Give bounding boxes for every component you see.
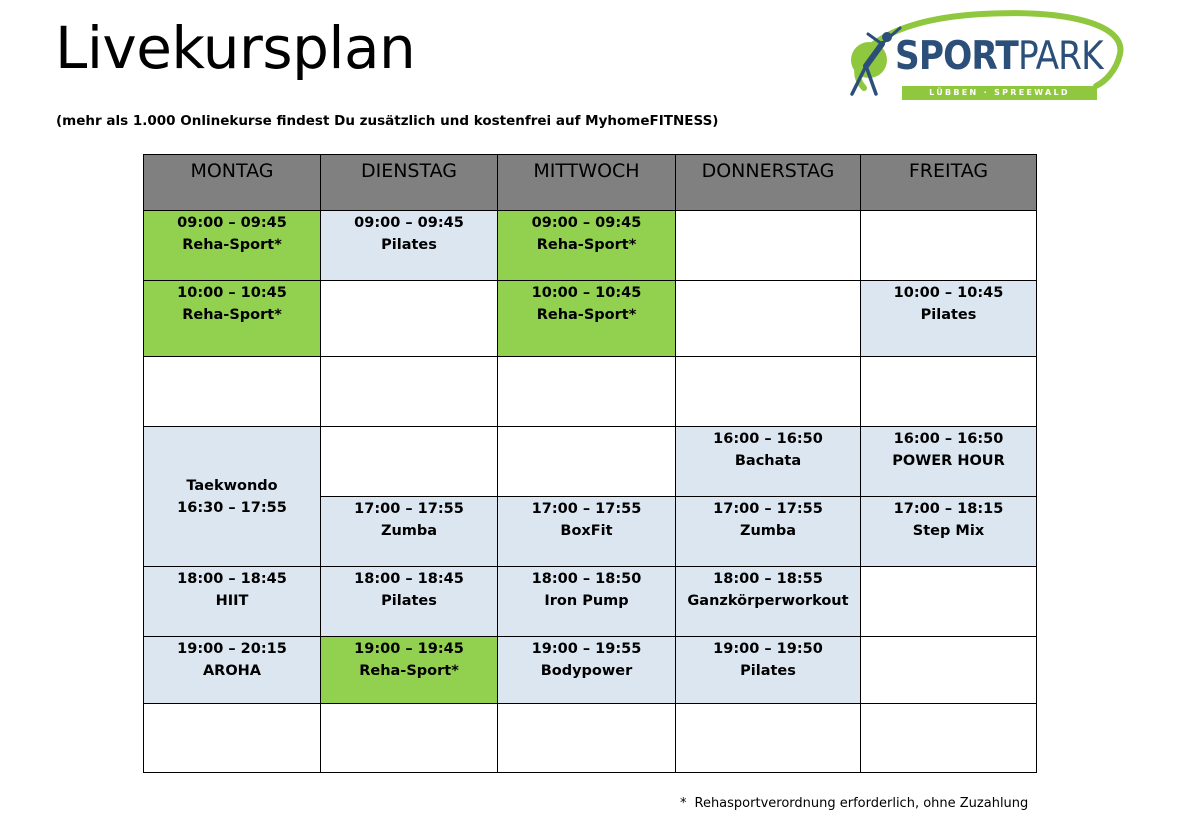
- course-time: 18:00 – 18:50: [531, 571, 642, 587]
- page-subtitle: (mehr als 1.000 Onlinekurse findest Du zusätzlich und kostenfrei auf MyhomeFITNESS): [56, 113, 719, 129]
- day-header-mittwoch: MITTWOCH: [498, 155, 676, 211]
- table-row: [144, 281, 1037, 357]
- empty-cell: [498, 704, 676, 773]
- table-row: [144, 357, 1037, 427]
- course-cell: [144, 281, 321, 357]
- course-name: Pilates: [381, 237, 437, 253]
- empty-cell: [144, 704, 321, 773]
- empty-cell: [676, 281, 861, 357]
- course-name: Pilates: [920, 307, 977, 323]
- course-name: Reha-Sport*: [359, 663, 459, 679]
- empty-cell: [676, 211, 861, 281]
- course-cell: [144, 211, 321, 281]
- table-header-row: [144, 155, 1037, 211]
- table-row: [144, 211, 1037, 281]
- course-cell: [676, 637, 861, 704]
- course-cell: [498, 281, 676, 357]
- course-time: 09:00 – 09:45: [177, 215, 287, 231]
- course-time: 16:00 – 16:50: [713, 431, 823, 447]
- empty-cell: [498, 427, 676, 497]
- course-cell: [676, 567, 861, 637]
- day-header-montag: MONTAG: [144, 155, 321, 211]
- course-time: 16:30 – 17:55: [177, 499, 287, 516]
- course-name: Reha-Sport*: [182, 237, 282, 253]
- empty-cell: [676, 357, 861, 427]
- logo-word-sport: SPORT: [895, 34, 1018, 79]
- course-cell: [861, 281, 1037, 357]
- course-time: 17:00 – 18:15: [893, 501, 1004, 517]
- empty-cell: [861, 211, 1037, 281]
- course-cell: [144, 567, 321, 637]
- empty-cell: [861, 567, 1037, 637]
- course-time: 09:00 – 09:45: [531, 215, 642, 231]
- course-cell: [498, 497, 676, 567]
- course-time: 19:00 – 19:50: [713, 641, 823, 657]
- empty-cell: [144, 357, 321, 427]
- table-row: [144, 427, 1037, 497]
- footnote-symbol: *: [680, 796, 687, 811]
- empty-cell: [498, 357, 676, 427]
- course-name: HIIT: [215, 593, 249, 609]
- course-cell: [321, 567, 498, 637]
- course-name: Pilates: [740, 663, 796, 679]
- course-name: Reha-Sport*: [536, 237, 637, 253]
- page-title: Livekursplan: [55, 14, 416, 82]
- logo-wordmark: [895, 34, 1103, 79]
- course-name: Ganzkörperworkout: [687, 593, 849, 609]
- logo-tagline: LÜBBEN · SPREEWALD: [902, 86, 1097, 100]
- course-name: Taekwondo: [186, 477, 278, 494]
- course-name: Iron Pump: [544, 593, 629, 609]
- course-name: Reha-Sport*: [536, 307, 637, 323]
- course-time: 18:00 – 18:45: [354, 571, 464, 587]
- empty-cell: [321, 357, 498, 427]
- empty-cell: [861, 357, 1037, 427]
- course-time: 17:00 – 17:55: [713, 501, 823, 517]
- course-name: Reha-Sport*: [182, 307, 282, 323]
- course-name: Zumba: [380, 523, 438, 539]
- course-time: 17:00 – 17:55: [354, 501, 464, 517]
- course-cell: [861, 497, 1037, 567]
- footnote: [680, 796, 1028, 811]
- course-name: AROHA: [202, 663, 262, 679]
- course-name: Pilates: [381, 593, 437, 609]
- course-name: POWER HOUR: [892, 453, 1005, 469]
- logo-word-park: PARK: [1017, 34, 1103, 79]
- empty-cell: [676, 704, 861, 773]
- course-time: 19:00 – 20:15: [177, 641, 287, 657]
- course-schedule-table: [143, 154, 1037, 773]
- course-name: Bodypower: [540, 663, 633, 679]
- empty-cell: [321, 281, 498, 357]
- course-name: Step Mix: [912, 523, 985, 539]
- course-name: BoxFit: [560, 523, 613, 539]
- course-name: Zumba: [739, 523, 797, 539]
- course-time: 18:00 – 18:55: [713, 571, 823, 587]
- course-time: 10:00 – 10:45: [531, 285, 642, 301]
- table-row: [144, 567, 1037, 637]
- course-time: 17:00 – 17:55: [531, 501, 642, 517]
- course-cell: [498, 637, 676, 704]
- course-time: 19:00 – 19:55: [531, 641, 642, 657]
- day-header-dienstag: DIENSTAG: [321, 155, 498, 211]
- course-cell: [498, 211, 676, 281]
- table-row: [144, 637, 1037, 704]
- course-cell: [321, 637, 498, 704]
- empty-cell: [861, 704, 1037, 773]
- course-cell: [498, 567, 676, 637]
- day-header-donnerstag: DONNERSTAG: [676, 155, 861, 211]
- course-cell: [676, 497, 861, 567]
- course-time: 16:00 – 16:50: [893, 431, 1004, 447]
- course-cell: [144, 637, 321, 704]
- course-time: 10:00 – 10:45: [177, 285, 287, 301]
- course-cell: [321, 211, 498, 281]
- empty-cell: [321, 427, 498, 497]
- table-row: [144, 704, 1037, 773]
- course-time: 18:00 – 18:45: [177, 571, 287, 587]
- course-time: 10:00 – 10:45: [893, 285, 1004, 301]
- empty-cell: [321, 704, 498, 773]
- course-cell: [676, 427, 861, 497]
- course-name: Bachata: [734, 453, 802, 469]
- course-cell: [144, 427, 321, 567]
- course-cell: [321, 497, 498, 567]
- course-cell: [861, 427, 1037, 497]
- day-header-freitag: FREITAG: [861, 155, 1037, 211]
- empty-cell: [861, 637, 1037, 704]
- footnote-text: Rehasportverordnung erforderlich, ohne Zuzahlung: [694, 796, 1029, 811]
- sportpark-logo: [842, 6, 1126, 108]
- course-time: 19:00 – 19:45: [354, 641, 464, 657]
- course-time: 09:00 – 09:45: [354, 215, 464, 231]
